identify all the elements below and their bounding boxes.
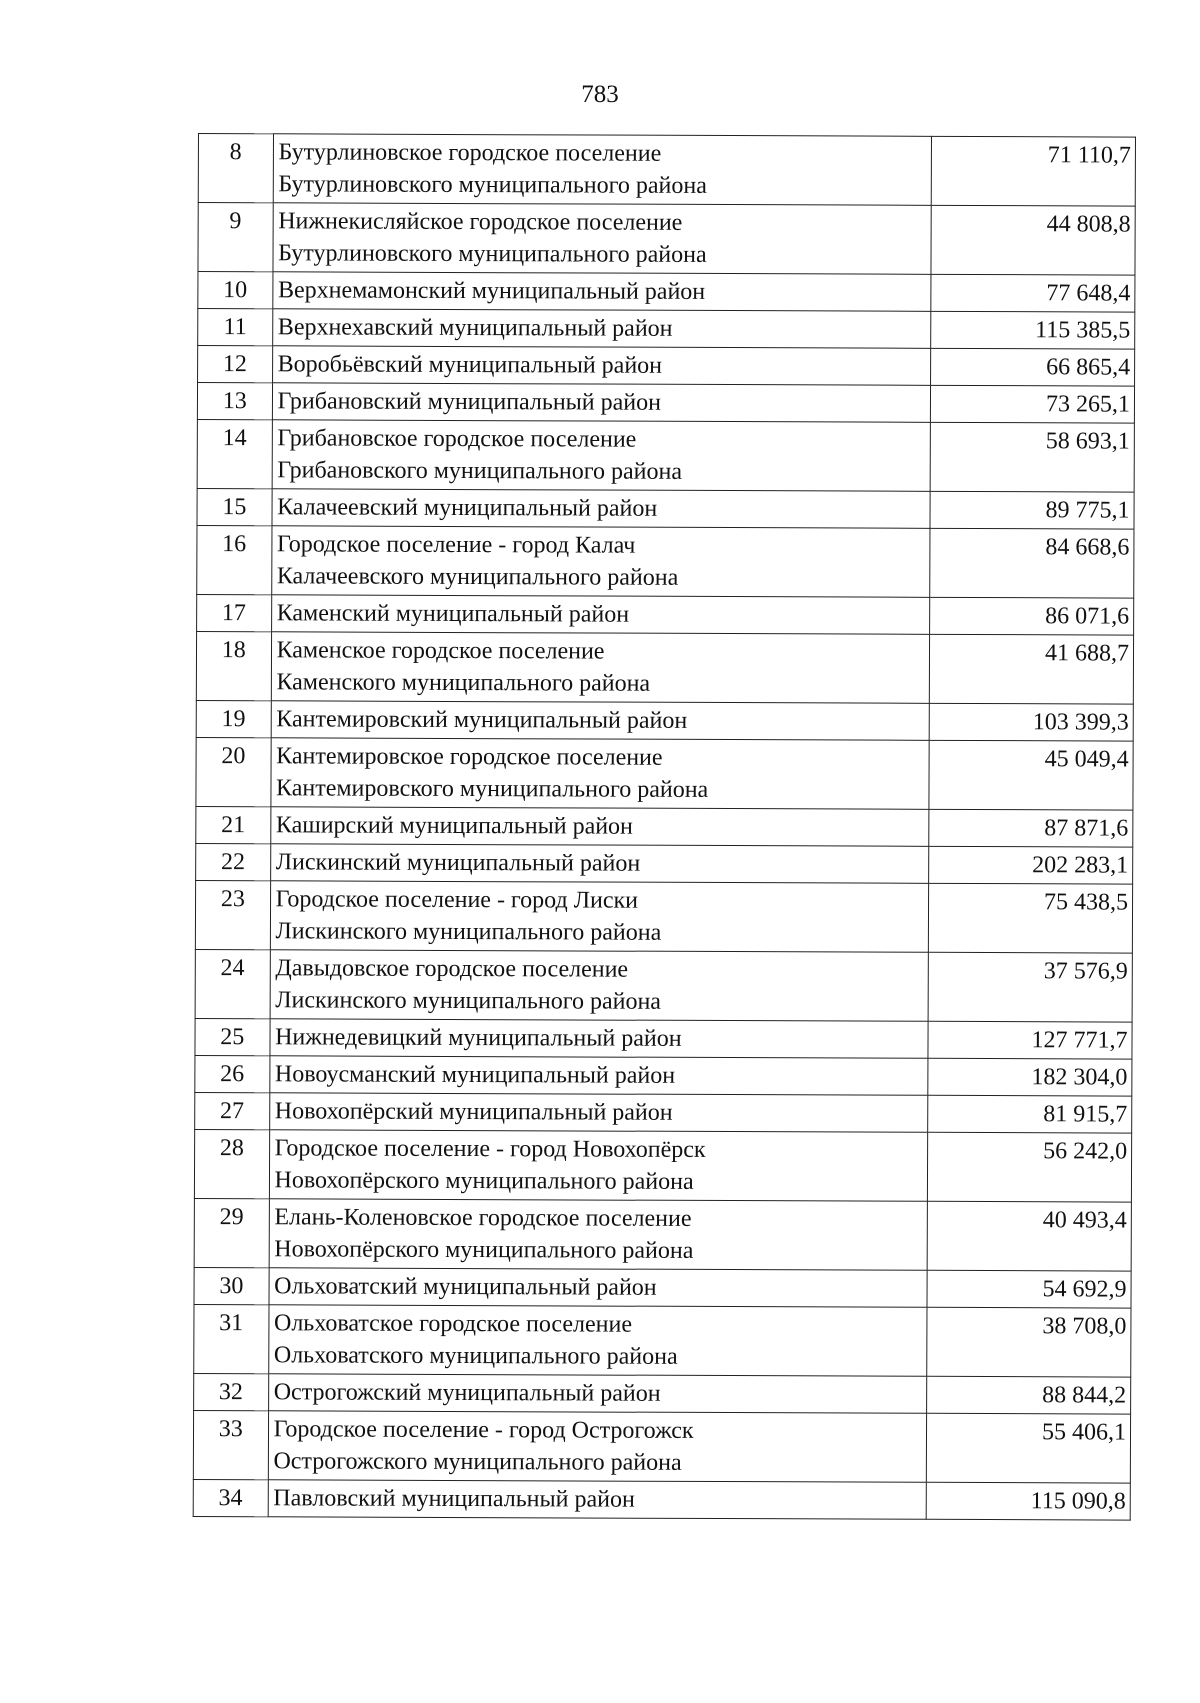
amount-value: 182 304,0 <box>927 1058 1132 1096</box>
municipality-name <box>272 309 930 349</box>
page-number: 783 <box>581 81 619 108</box>
amount-value: 54 692,9 <box>927 1270 1132 1308</box>
municipality-name <box>270 738 928 810</box>
municipality-name <box>269 1130 927 1202</box>
municipality-name <box>272 489 930 529</box>
municipality-name-line: Каменского муниципального района <box>276 669 651 697</box>
municipality-name <box>273 203 931 275</box>
municipality-name <box>272 383 930 423</box>
table-row <box>198 134 1135 207</box>
municipality-name-line: Грибановского муниципального района <box>277 457 683 485</box>
municipality-name-line: Елань-Коленовское городское поселение <box>274 1204 692 1232</box>
amount-value: 115 090,8 <box>926 1482 1131 1520</box>
municipality-name <box>268 1411 926 1483</box>
table-row <box>196 631 1133 704</box>
row-number: 21 <box>196 806 271 843</box>
municipality-name-line: Новоусманский муниципальный район <box>274 1061 676 1089</box>
row-number: 31 <box>194 1304 269 1373</box>
row-number: 19 <box>196 700 271 737</box>
municipality-name-line: Калачеевский муниципальный район <box>277 494 658 522</box>
municipality-name-line: Каширский муниципальный район <box>275 812 633 840</box>
row-number: 30 <box>194 1267 269 1304</box>
row-number: 28 <box>194 1129 269 1198</box>
table-row <box>195 880 1132 953</box>
municipality-name-line: Нижнекисляйское городское поселение <box>278 208 683 236</box>
municipality-name-line: Бутурлиновское городское поселение <box>278 139 662 167</box>
municipality-name-line: Каменский муниципальный район <box>276 600 630 628</box>
municipality-name <box>269 1056 927 1096</box>
table-row <box>194 1373 1131 1414</box>
municipality-name-line: Новохопёрского муниципального района <box>274 1167 694 1195</box>
municipality-name <box>270 844 928 884</box>
row-number: 15 <box>197 488 272 525</box>
amount-value: 75 438,5 <box>928 883 1133 953</box>
municipality-name-line: Кантемировское городское поселение <box>276 743 663 771</box>
municipality-name <box>269 1093 927 1133</box>
row-number: 25 <box>195 1018 270 1055</box>
amount-value: 89 775,1 <box>930 491 1135 529</box>
row-number: 9 <box>198 203 273 272</box>
row-number: 20 <box>196 737 271 806</box>
municipality-name-line: Верхнехавский муниципальный район <box>277 314 673 342</box>
municipality-name-line: Бутурлиновского муниципального района <box>278 171 707 199</box>
row-number: 33 <box>193 1410 268 1479</box>
municipality-name-line: Городское поселение - город Лиски <box>275 886 639 914</box>
row-number: 24 <box>195 949 270 1018</box>
amount-value: 45 049,4 <box>929 740 1134 810</box>
row-number: 13 <box>197 383 272 420</box>
row-number: 16 <box>197 525 272 594</box>
row-number: 29 <box>194 1198 269 1267</box>
municipality-name-line: Бутурлиновского муниципального района <box>278 240 707 268</box>
row-number: 26 <box>195 1055 270 1092</box>
amount-value: 88 844,2 <box>926 1376 1131 1414</box>
municipality-name <box>270 1019 928 1059</box>
amount-value: 84 668,6 <box>929 528 1134 598</box>
municipality-name-line: Городское поселение - город Новохопёрск <box>274 1135 706 1163</box>
amount-value: 77 648,4 <box>930 274 1135 312</box>
municipality-name-line: Кантемировский муниципальный район <box>276 706 688 734</box>
row-number: 27 <box>195 1092 270 1129</box>
table-row <box>194 1129 1131 1202</box>
municipality-name-line: Каменское городское поселение <box>276 637 605 665</box>
amount-value: 81 915,7 <box>927 1095 1132 1133</box>
table-row <box>196 737 1133 810</box>
row-number: 23 <box>195 880 270 949</box>
municipality-name-line: Павловский муниципальный район <box>273 1485 635 1513</box>
amount-value: 86 071,6 <box>929 597 1134 635</box>
amount-value: 37 576,9 <box>928 952 1133 1022</box>
municipality-name <box>269 1268 927 1308</box>
allocation-table <box>193 133 1136 1521</box>
municipality-name-line: Ольховатский муниципальный район <box>274 1273 657 1301</box>
table-wrapper <box>193 133 1136 1521</box>
municipality-name <box>272 420 930 492</box>
amount-value: 41 688,7 <box>929 634 1134 704</box>
municipality-name <box>271 701 929 741</box>
municipality-name <box>271 595 929 635</box>
row-number: 14 <box>197 419 272 488</box>
municipality-name-line: Городское поселение - город Острогожск <box>273 1416 694 1444</box>
table-row <box>198 272 1135 313</box>
amount-value: 202 283,1 <box>928 846 1133 884</box>
municipality-name-line: Калачеевского муниципального района <box>276 563 679 591</box>
table-row <box>193 1410 1130 1483</box>
amount-value: 71 110,7 <box>931 136 1136 206</box>
amount-value: 44 808,8 <box>931 205 1136 275</box>
municipality-name <box>272 346 930 386</box>
table-row <box>193 1479 1130 1520</box>
municipality-name-line: Острогожский муниципальный район <box>273 1379 661 1407</box>
municipality-name-line: Воробьёвский муниципальный район <box>277 351 663 379</box>
municipality-name-line: Новохопёрского муниципального района <box>274 1236 694 1264</box>
table-row <box>197 488 1134 529</box>
amount-value: 56 242,0 <box>927 1132 1132 1202</box>
table-row <box>195 949 1132 1022</box>
municipality-name-line: Новохопёрский муниципальный район <box>274 1098 673 1126</box>
table-row <box>198 346 1135 387</box>
amount-value: 103 399,3 <box>929 703 1134 741</box>
municipality-name <box>270 807 928 847</box>
table-row <box>194 1198 1131 1271</box>
municipality-name-line: Кантемировского муниципального района <box>276 775 709 803</box>
row-number: 11 <box>198 309 273 346</box>
table-body <box>193 134 1135 1521</box>
table-row <box>196 806 1133 847</box>
municipality-name <box>272 272 930 312</box>
row-number: 32 <box>194 1373 269 1410</box>
table-row <box>197 594 1134 635</box>
amount-value: 127 771,7 <box>928 1021 1133 1059</box>
amount-value: 58 693,1 <box>930 422 1135 492</box>
table-row <box>194 1267 1131 1308</box>
municipality-name-line: Ольховатское городское поселение <box>273 1310 633 1338</box>
municipality-name-line: Грибановский муниципальный район <box>277 388 662 416</box>
municipality-name <box>270 950 928 1022</box>
row-number: 12 <box>198 346 273 383</box>
municipality-name-line: Лискинский муниципальный район <box>275 849 641 877</box>
table-row <box>196 843 1133 884</box>
row-number: 10 <box>198 272 273 309</box>
table-row <box>195 1092 1132 1133</box>
municipality-name <box>268 1374 926 1414</box>
municipality-name-line: Верхнемамонский муниципальный район <box>277 277 706 305</box>
municipality-name <box>269 1199 927 1271</box>
municipality-name <box>271 526 929 598</box>
row-number: 18 <box>196 631 271 700</box>
amount-value: 115 385,5 <box>930 311 1135 349</box>
amount-value: 87 871,6 <box>928 809 1133 847</box>
municipality-name <box>270 881 928 953</box>
municipality-name-line: Ольховатского муниципального района <box>273 1342 678 1370</box>
row-number: 8 <box>198 134 273 203</box>
amount-value: 66 865,4 <box>930 348 1135 386</box>
amount-value: 73 265,1 <box>930 385 1135 423</box>
municipality-name-line: Грибановское городское поселение <box>277 425 637 453</box>
municipality-name-line: Городское поселение - город Калач <box>276 531 636 559</box>
municipality-name <box>268 1305 926 1377</box>
table-row <box>197 419 1134 492</box>
table-row <box>197 525 1134 598</box>
table-row <box>198 203 1135 276</box>
municipality-name-line: Лискинского муниципального района <box>275 987 662 1015</box>
municipality-name <box>271 632 929 704</box>
municipality-name <box>268 1480 926 1520</box>
municipality-name-line: Давыдовское городское поселение <box>275 955 629 983</box>
table-row <box>194 1304 1131 1377</box>
row-number: 22 <box>196 843 271 880</box>
amount-value: 38 708,0 <box>926 1307 1131 1377</box>
amount-value: 40 493,4 <box>927 1201 1132 1271</box>
municipality-name-line: Лискинского муниципального района <box>275 918 662 946</box>
amount-value: 55 406,1 <box>926 1413 1131 1483</box>
table-row <box>198 309 1135 350</box>
row-number: 34 <box>193 1479 268 1516</box>
municipality-name-line: Нижнедевицкий муниципальный район <box>275 1024 682 1052</box>
table-row <box>195 1018 1132 1059</box>
table-row <box>197 383 1134 424</box>
municipality-name <box>273 134 931 206</box>
table-row <box>195 1055 1132 1096</box>
row-number: 17 <box>197 594 272 631</box>
table-row <box>196 700 1133 741</box>
municipality-name-line: Острогожского муниципального района <box>273 1448 682 1476</box>
